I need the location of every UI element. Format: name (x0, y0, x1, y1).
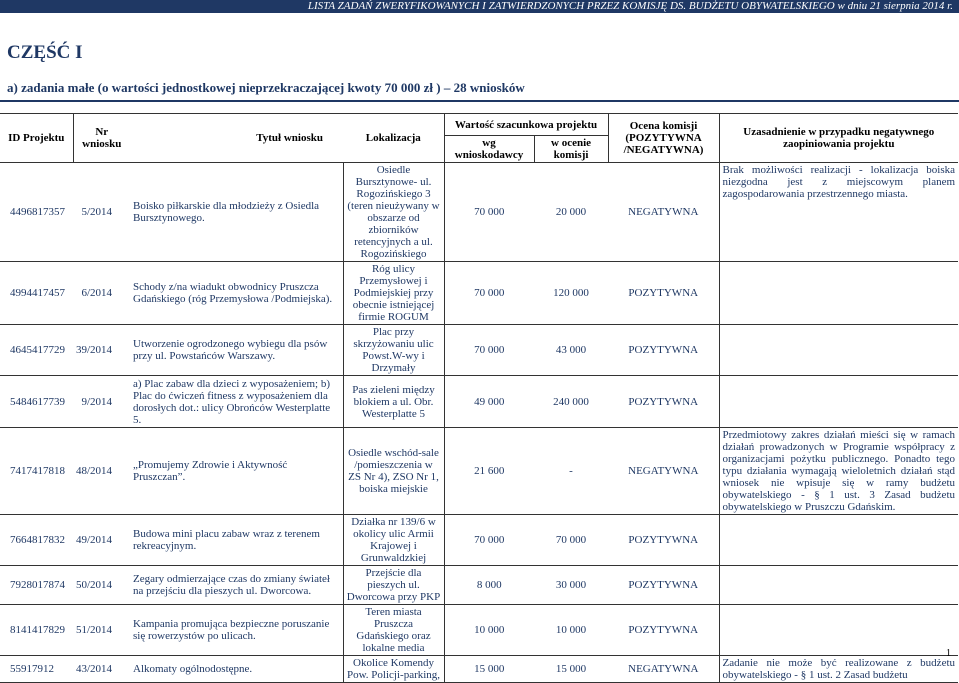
justification (719, 566, 958, 605)
request-title: Zegary odmierzające czas do zmiany świateł na przejściu dla pieszych ul. Dworcowa. (133, 573, 330, 597)
value-applicant: 49 000 (474, 395, 505, 408)
rating: POZYTYWNA (608, 325, 719, 376)
header-nr: Nr wniosku (82, 126, 122, 150)
project-id: 5484617739 (10, 395, 65, 408)
value-commission: 70 000 (555, 534, 587, 546)
request-number: 51/2014 (76, 624, 113, 636)
request-number: 5/2014 (81, 206, 112, 218)
request-title: Alkomaty ogólnodostępne. (133, 663, 253, 675)
request-number: 49/2014 (76, 534, 113, 546)
location: Osiedle Bursztynowe- ul. Rogozińskiego 3 (teren nieużywany w obszarze od zbiorników retencyjnych a ul. Rogozińskiego (343, 163, 444, 262)
project-id: 8141417829 (10, 624, 65, 636)
value-commission: - (569, 465, 573, 477)
request-number: 43/2014 (76, 663, 113, 675)
table-row (0, 262, 958, 325)
value-commission: 10 000 (555, 624, 587, 636)
rating: POZYTYWNA (608, 376, 719, 428)
request-title: Utworzenie ogrodzonego wybiegu dla psów przy ul. Powstańców Warszawy. (133, 338, 328, 362)
location: Działka nr 139/6 w okolicy ulic Armii Krajowej i Grunwaldzkiej (343, 515, 444, 566)
project-id: 7417417818 (10, 465, 65, 477)
request-title: Kampania promująca bezpieczne poruszanie się rowerzystów po ulicach. (133, 618, 330, 642)
justification: Zadanie nie może być realizowane z budżetu obywatelskiego - § 1 ust. 2 Zasad budżetu (722, 657, 956, 681)
page-number: 1 (946, 648, 951, 659)
justification (719, 325, 958, 376)
value-commission: 120 000 (553, 287, 589, 299)
header-value-commission: w ocenie komisji (534, 136, 608, 163)
request-title: „Promujemy Zdrowie i Aktywność Pruszczan”. (133, 459, 288, 483)
location: Okolice Komendy Pow. Policji-parking, (343, 656, 444, 683)
location: Teren miasta Pruszcza Gdańskiego oraz lokalne media (343, 605, 444, 656)
project-id: 4994417457 (10, 287, 65, 299)
rating: NEGATYWNA (608, 163, 719, 262)
rating: POZYTYWNA (608, 566, 719, 605)
rating: NEGATYWNA (608, 656, 719, 683)
value-commission: 20 000 (555, 206, 587, 218)
divider (0, 100, 959, 102)
table-row (0, 605, 958, 656)
table-row (0, 656, 958, 683)
request-number: 48/2014 (76, 465, 113, 477)
request-number: 6/2014 (81, 287, 112, 299)
table-row (0, 515, 958, 566)
request-number: 39/2014 (76, 344, 113, 356)
value-applicant: 70 000 (474, 534, 505, 546)
header-location: Lokalizacja (343, 114, 444, 163)
value-commission: 240 000 (553, 395, 589, 408)
header-id: ID Projektu (0, 114, 73, 163)
header-justification: Uzasadnienie w przypadku negatywnego zaopiniowania projektu (743, 126, 935, 150)
project-id: 4645417729 (10, 344, 65, 356)
value-applicant: 70 000 (474, 344, 505, 356)
request-title: a) Plac zabaw dla dzieci z wyposażeniem; b) Plac do ćwiczeń fitness z wyposażeniem dla dorosłych dot.: ulicy Obrońców Westerplatte 5. (133, 377, 331, 426)
header-rating: Ocena komisji (POZYTYWNA /NEGATYWNA) (608, 114, 719, 163)
location: Róg ulicy Przemysłowej i Podmiejskiej przy obecnie istniejącej firmie ROGUM (343, 262, 444, 325)
rating: POZYTYWNA (608, 605, 719, 656)
header-value-applicant: wg wnioskodawcy (444, 136, 534, 163)
value-applicant: 70 000 (474, 206, 505, 218)
justification: Przedmiotowy zakres działań mieści się w ramach działań prowadzonych w Programie współpracy z organizacjami pożytku publicznego. Ponadto tego typu działania wymagają wieloletnich działań stąd wniosek nie wpisuje się w ramy budżetu obywatelskiego - § 1 ust. 3 Zasad budżetu obywatelskiego w Pruszczu Gdańskim. (722, 429, 956, 513)
table-row (0, 376, 958, 428)
request-title: Boisko piłkarskie dla młodzieży z Osiedla Bursztynowego. (133, 200, 320, 224)
location: Plac przy skrzyżowaniu ulic Powst.W-wy i Drzymały (343, 325, 444, 376)
request-number: 50/2014 (76, 579, 113, 591)
table-row (0, 428, 958, 515)
value-applicant: 70 000 (474, 287, 505, 299)
section-subheading: a) zadania małe (o wartości jednostkowej nieprzekraczającej kwoty 70 000 zł ) – 28 wniosków (7, 80, 525, 95)
value-applicant: 8 000 (476, 579, 502, 591)
header-title: Tytuł wniosku (256, 132, 323, 144)
value-applicant: 10 000 (474, 624, 505, 636)
justification (719, 376, 958, 428)
value-applicant: 21 600 (474, 465, 505, 477)
request-title: Schody z/na wiadukt obwodnicy Pruszcza Gdańskiego (róg Przemysłowa /Podmiejska). (133, 281, 333, 305)
project-id: 7928017874 (10, 579, 65, 591)
justification: Brak możliwości realizacji - lokalizacja boiska niezgodna jest z miejscowym planem zagospodarowania przestrzennego miasta. (722, 164, 956, 200)
projects-table (0, 113, 958, 683)
document-banner: LISTA ZADAŃ ZWERYFIKOWANYCH I ZATWIERDZONYCH PRZEZ KOMISJĘ DS. BUDŻETU OBYWATELSKIEGO w dniu 21 sierpnia 2014 r. (0, 0, 959, 13)
rating: POZYTYWNA (608, 515, 719, 566)
value-commission: 15 000 (555, 663, 587, 675)
request-number: 9/2014 (81, 395, 112, 408)
justification (719, 262, 958, 325)
request-title: Budowa mini placu zabaw wraz z terenem rekreacyjnym. (133, 528, 320, 552)
project-id: 7664817832 (10, 534, 65, 546)
value-commission: 30 000 (555, 579, 587, 591)
location: Przejście dla pieszych ul. Dworcowa przy PKP (343, 566, 444, 605)
project-id: 55917912 (10, 663, 54, 675)
table-row (0, 325, 958, 376)
justification (719, 605, 958, 656)
location: Pas zieleni między blokiem a ul. Obr. Westerplatte 5 (343, 376, 444, 428)
table-row (0, 566, 958, 605)
header-value-group: Wartość szacunkowa projektu (444, 114, 608, 136)
rating: NEGATYWNA (608, 428, 719, 515)
value-commission: 43 000 (555, 344, 587, 356)
value-applicant: 15 000 (474, 663, 505, 675)
section-heading: CZĘŚĆ I (7, 42, 83, 63)
location: Osiedle wschód-sale /pomieszczenia w ZS Nr 4), ZSO Nr 1, boiska miejskie (343, 428, 444, 515)
justification (719, 515, 958, 566)
project-id: 4496817357 (10, 206, 65, 218)
table-row (0, 163, 958, 262)
rating: POZYTYWNA (608, 262, 719, 325)
